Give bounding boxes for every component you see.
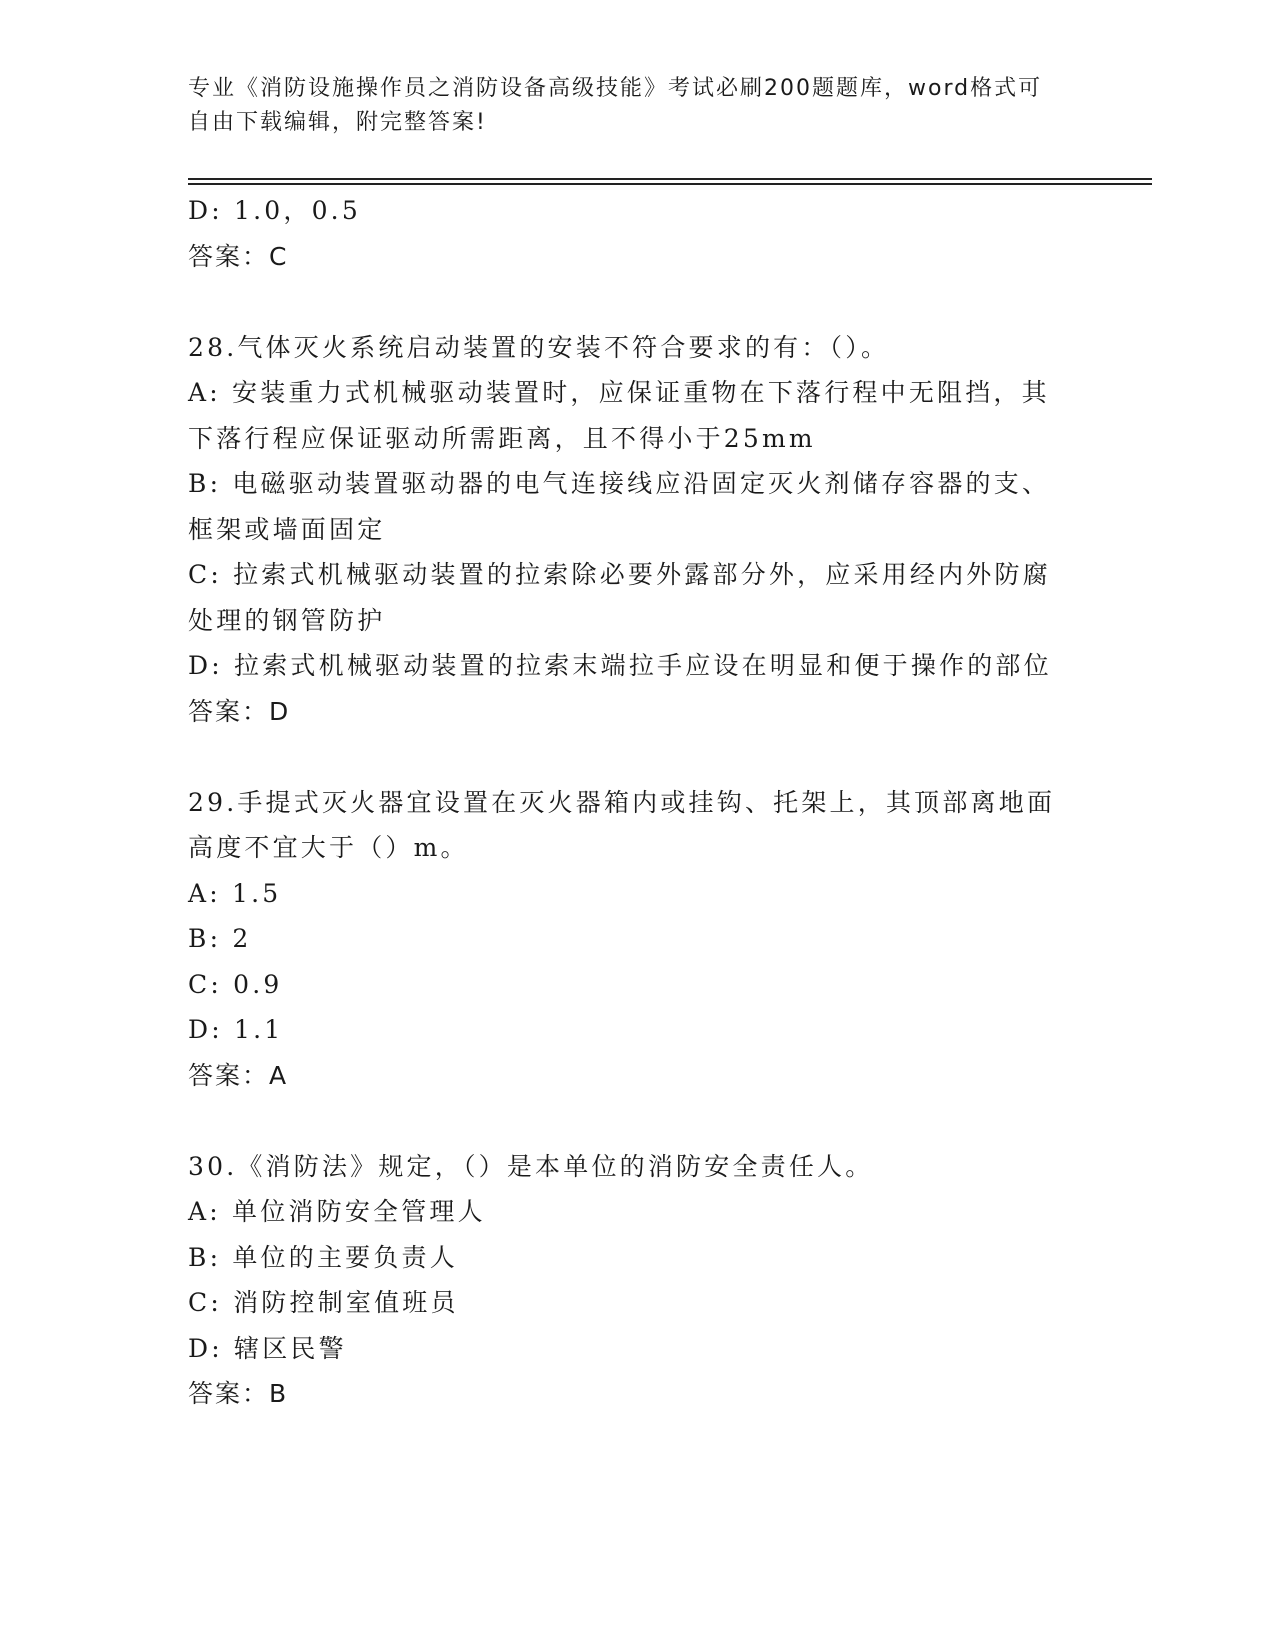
q30-option-a: A: 单位消防安全管理人 [188, 1197, 486, 1226]
spacer [188, 734, 1088, 780]
q28-option-d: D: 拉索式机械驱动装置的拉索末端拉手应设在明显和便于操作的部位 [188, 651, 1052, 680]
page-header [188, 72, 1088, 140]
q28-option-b-line-2: 框架或墙面固定 [188, 514, 386, 544]
q29-option-b: B: 2 [188, 924, 252, 953]
q29-stem-line-2: 高度不宜大于（）m。 [188, 833, 469, 862]
q28-option-b-line-1: B: 电磁驱动装置驱动器的电气连接线应沿固定灭火剂储存容器的支、 [188, 469, 1051, 498]
q28-option-a-line-2: 下落行程应保证驱动所需距离，且不得小于25mm [188, 423, 816, 453]
header-line-2: 自由下载编辑，附完整答案! [188, 110, 487, 135]
q29-option-a: A: 1.5 [188, 878, 282, 908]
spacer [188, 1098, 1088, 1144]
prev-answer: 答案：C [188, 241, 289, 271]
q28-answer: 答案：D [188, 696, 291, 726]
q30-option-b: B: 单位的主要负责人 [188, 1242, 458, 1272]
q30-option-d: D: 辖区民警 [188, 1333, 347, 1363]
q29-stem-line-1: 29.手提式灭火器宜设置在灭火器箱内或挂钩、托架上，其顶部离地面 [188, 787, 1056, 817]
prev-option-d: D: 1.0，0.5 [188, 196, 361, 225]
spacer [188, 279, 1088, 325]
q29-option-c: C: 0.9 [188, 969, 283, 999]
question-content [188, 188, 1088, 1417]
q28-option-c-line-2: 处理的钢管防护 [188, 605, 386, 635]
q30-stem: 30.《消防法》规定，（）是本单位的消防安全责任人。 [188, 1151, 874, 1181]
header-divider-bottom [188, 183, 1152, 185]
q29-answer: 答案：A [188, 1060, 289, 1090]
q29-option-d: D: 1.1 [188, 1015, 284, 1044]
q28-option-a-line-1: A: 安装重力式机械驱动装置时，应保证重物在下落行程中无阻挡，其 [188, 378, 1050, 407]
header-divider-top [188, 178, 1152, 180]
q28-stem: 28.气体灭火系统启动装置的安装不符合要求的有：（）。 [188, 332, 890, 362]
q30-option-c: C: 消防控制室值班员 [188, 1288, 459, 1317]
q30-answer: 答案：B [188, 1379, 289, 1408]
q28-option-c-line-1: C: 拉索式机械驱动装置的拉索除必要外露部分外，应采用经内外防腐 [188, 560, 1051, 589]
header-line-1: 专业《消防设施操作员之消防设备高级技能》考试必刷200题题库，word格式可 [188, 76, 1043, 101]
